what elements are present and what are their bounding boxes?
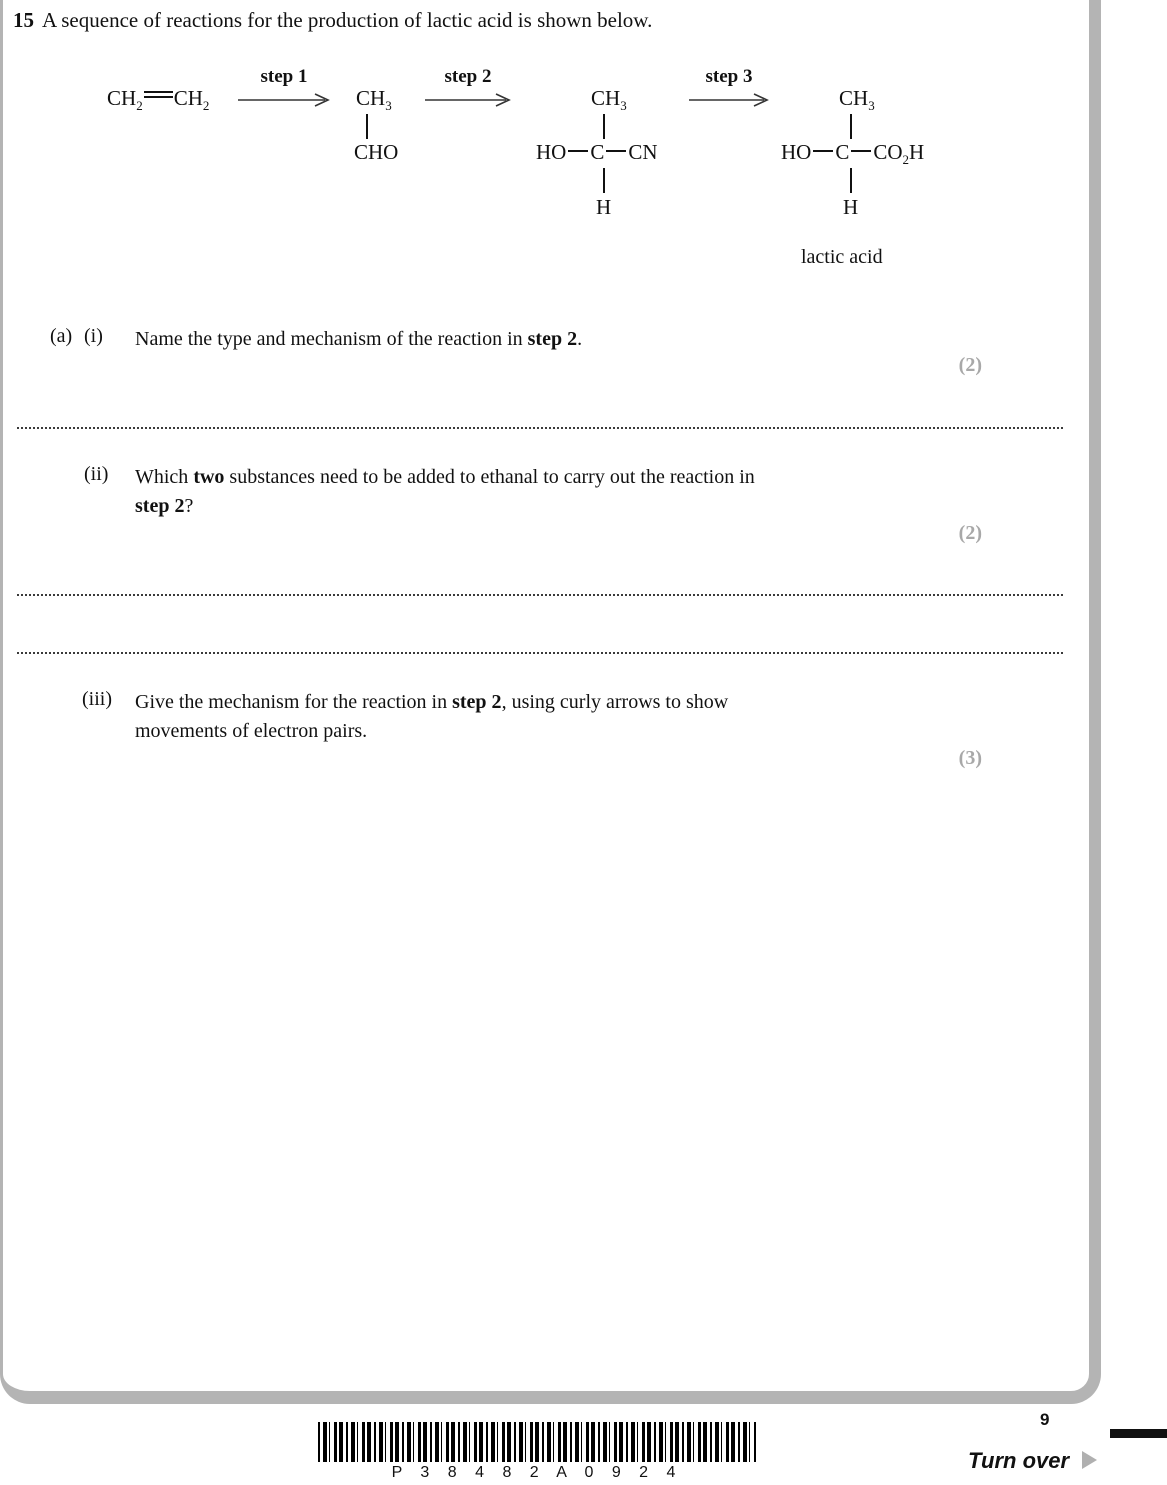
part-i-label: (i) bbox=[84, 325, 103, 347]
part-ii-label: (ii) bbox=[84, 463, 109, 485]
cyanohydrin-row: HO C CN bbox=[536, 140, 658, 164]
marks-iii: (3) bbox=[958, 747, 982, 769]
cyanohydrin-top: $CH_3$ bbox=[591, 86, 627, 114]
barcode bbox=[318, 1422, 756, 1482]
cyanohydrin-bond-bottom bbox=[603, 168, 605, 193]
question-ii-text: Which two substances need to be added to ethanal to carry out the reaction in step 2? bbox=[135, 466, 755, 517]
single-bond bbox=[568, 150, 588, 152]
lactic-top: $CH_3$ bbox=[839, 86, 875, 114]
question-intro-text: A sequence of reactions for the production of lactic acid is shown below. bbox=[42, 8, 653, 32]
ethanal-bottom: CHO bbox=[354, 140, 399, 164]
page-number: 9 bbox=[1040, 1410, 1050, 1429]
ethanal-bond bbox=[366, 114, 368, 139]
cyanohydrin-h: H bbox=[596, 195, 612, 219]
lactic-bond-bottom bbox=[850, 168, 852, 193]
lactic-acid-caption: lactic acid bbox=[801, 246, 883, 268]
part-iii-label: (iii) bbox=[82, 688, 112, 710]
lactic-h: H bbox=[843, 195, 859, 219]
part-a-label: (a) bbox=[50, 325, 73, 347]
question-number: 15 bbox=[13, 8, 34, 32]
step3-label: step 3 bbox=[705, 66, 753, 87]
turn-over-arrow-icon bbox=[1082, 1451, 1097, 1469]
barcode-text: P 3 8 4 8 2 A 0 9 2 4 bbox=[391, 1464, 683, 1481]
step1-arrow-icon bbox=[237, 93, 333, 107]
turn-over-label: Turn over bbox=[968, 1448, 1070, 1473]
barcode-bars bbox=[318, 1422, 756, 1462]
question-i-text: Name the type and mechanism of the reaction in step 2. bbox=[135, 328, 583, 350]
single-bond bbox=[606, 150, 626, 152]
answer-line[interactable] bbox=[17, 652, 1063, 654]
lactic-bond-top bbox=[850, 114, 852, 139]
step2-arrow-icon bbox=[424, 93, 514, 107]
marks-ii: (2) bbox=[958, 522, 982, 544]
cyanohydrin-bond-top bbox=[603, 114, 605, 139]
double-bond bbox=[144, 91, 173, 98]
ethene-formula: $CH_2$ $CH_2$ bbox=[107, 86, 210, 114]
ethanal-top: $CH_3$ bbox=[356, 86, 392, 114]
step2-label: step 2 bbox=[444, 66, 492, 87]
question-iii-text: Give the mechanism for the reaction in step 2, using curly arrows to show movements of electron pairs. bbox=[135, 691, 729, 742]
marks-i: (2) bbox=[958, 354, 982, 376]
single-bond bbox=[851, 150, 871, 152]
step1-label: step 1 bbox=[260, 66, 308, 87]
lactic-row: HO C $CO_2H$ bbox=[781, 140, 925, 168]
answer-line[interactable] bbox=[17, 427, 1063, 429]
single-bond bbox=[813, 150, 833, 152]
page-edge-marker bbox=[1110, 1429, 1167, 1438]
step3-arrow-icon bbox=[688, 93, 772, 107]
answer-line[interactable] bbox=[17, 594, 1063, 596]
